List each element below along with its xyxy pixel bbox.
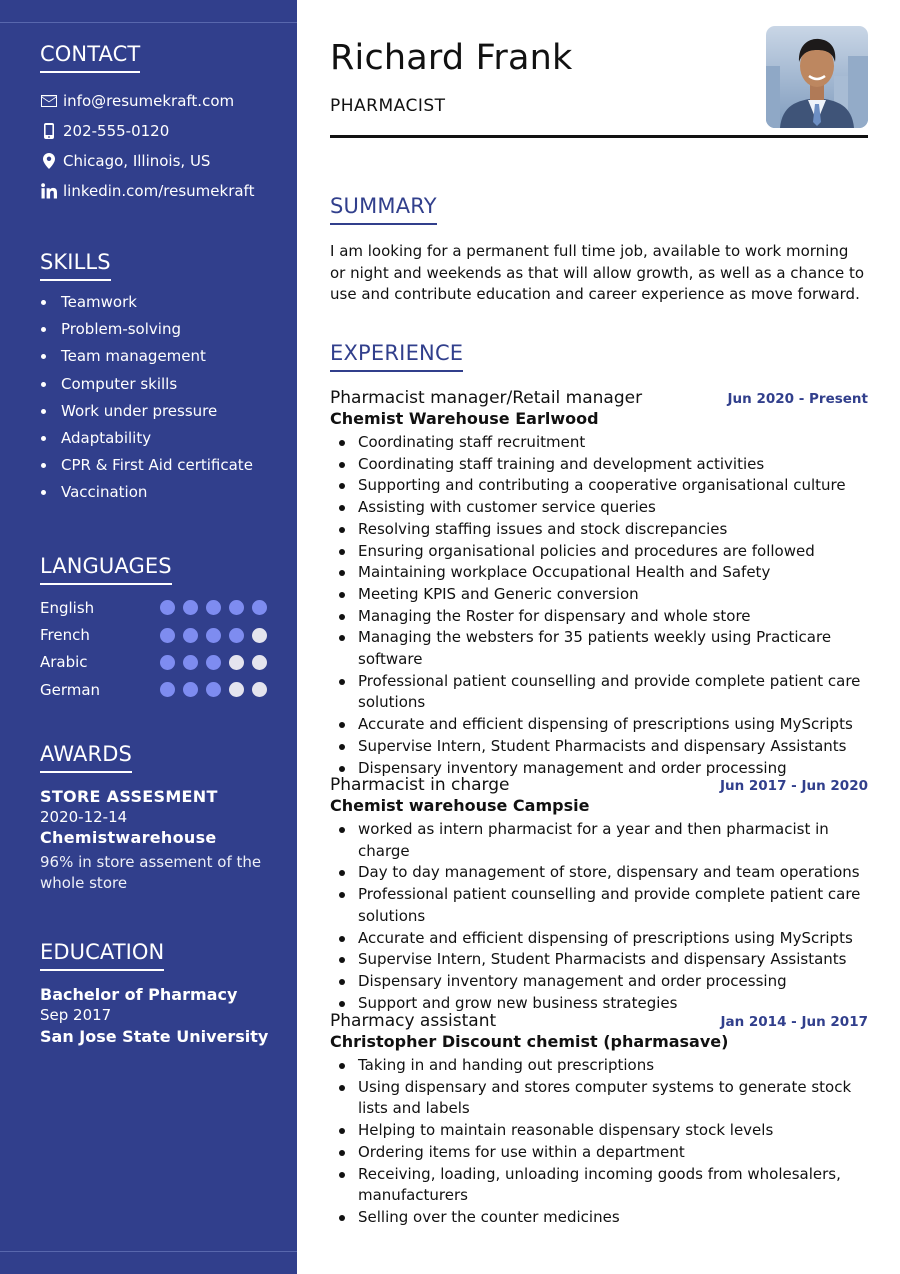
skills-list [40,291,280,509]
job-bullet [330,862,868,884]
level-dot-filled [206,655,221,670]
language-name: French [40,626,90,645]
job-bullet [330,454,868,476]
bullet-dot [41,327,46,332]
skill-label: Adaptability [61,428,152,447]
job-bullet-text: Taking in and handing out prescriptions [358,1056,655,1074]
contact-heading: CONTACT [40,42,140,73]
skill-item [40,373,280,400]
job-bullet-text: Support and grow new business strategies [358,993,678,1012]
job-bullet-text: Day to day management of store, dispensary and team operations [358,863,860,882]
bullet-dot [41,354,46,359]
level-dot-empty [229,655,244,670]
bullet-dot [339,1215,345,1221]
skill-label: Problem-solving [61,320,181,339]
education-date: Sep 2017 [40,1006,112,1024]
education-section [40,940,280,1047]
job-bullet [330,1207,868,1229]
language-level-dots [160,655,267,670]
bullet-dot [41,463,46,468]
job-title: Pharmacist manager/Retail manager [330,388,643,408]
contact-phone-text: 202-555-0120 [63,122,170,140]
job-title: Pharmacy assistant [330,1011,497,1031]
bullet-dot [339,1150,345,1156]
job-bullet [330,1142,868,1164]
bullet-dot [339,592,345,598]
bullet-dot [41,490,46,495]
bullet-dot [339,957,345,963]
education-school: San Jose State University [40,1027,269,1046]
job-bullet [330,584,868,606]
sidebar-top-divider [0,22,297,23]
job-bullet-text: Accurate and efficient dispensing of prescriptions using MyScripts [358,715,853,734]
job-bullet-text: Managing the Roster for dispensary and whole store [358,606,751,625]
skill-item [40,481,280,508]
job-bullet-text: Professional patient counselling and provide complete patient care solutions [358,671,861,712]
job-bullet-text: Ensuring organisational policies and procedures are followed [358,541,815,560]
bullet-dot [339,462,345,468]
job-bullet-text: Dispensary inventory management and order processing [358,758,787,777]
job-3 [330,1011,868,1229]
job-bullet-text: Ordering items for use within a department [358,1142,685,1161]
job-bullet-text: Professional patient counselling and provide complete patient care solutions [358,885,861,925]
bullet-dot [339,1001,345,1007]
skill-item [40,291,280,318]
bullet-dot [339,936,345,942]
language-row [40,676,280,703]
skill-label: Team management [61,347,206,366]
bullet-dot [41,436,46,441]
bullet-dot [339,1063,345,1069]
bullet-dot [339,1128,345,1134]
bullet-dot [41,409,46,414]
language-row [40,649,280,676]
level-dot-filled [160,600,175,615]
job-bullet [330,562,868,584]
job-dates: Jan 2014 - Jun 2017 [720,1014,868,1030]
award-issuer: Chemistwarehouse [40,828,217,847]
skill-item [40,400,280,427]
bullet-dot [339,979,345,985]
bullet-dot [339,870,345,876]
job-bullet-text: Using dispensary and stores computer systems to generate stock lists and labels [358,1077,852,1118]
bullet-dot [339,827,345,833]
job-bullet-text: Assisting with customer service queries [358,498,656,517]
job-bullet [330,736,868,758]
contact-list [40,86,280,206]
education-degree: Bachelor of Pharmacy [40,985,238,1004]
skill-item [40,427,280,454]
bullet-dot [339,635,345,641]
linkedin-icon [40,183,57,200]
level-dot-filled [183,600,198,615]
job-bullet [330,519,868,541]
job-bullet [330,1120,868,1142]
bullet-dot [339,570,345,576]
bullet-dot [339,744,345,750]
bullet-dot [339,1085,345,1091]
envelope-icon [40,93,57,110]
language-level-dots [160,600,267,615]
contact-linkedin-text: linkedin.com/resumekraft [63,182,255,200]
job-dates: Jun 2017 - Jun 2020 [719,778,868,794]
job-bullet [330,714,868,736]
job-bullet [330,1055,868,1077]
bullet-dot [339,679,345,685]
bullet-dot [41,300,46,305]
job-company: Christopher Discount chemist (pharmasave) [330,1032,729,1051]
experience-heading: EXPERIENCE [330,341,463,372]
language-name: English [40,598,95,617]
job-bullet [330,819,868,862]
skill-item [40,454,280,481]
contact-location [40,146,280,176]
language-name: Arabic [40,653,88,672]
job-bullet [330,884,868,927]
summary-heading: SUMMARY [330,194,437,225]
job-bullet-text: Coordinating staff training and development activities [358,454,765,473]
profile-photo [766,26,868,128]
level-dot-filled [206,628,221,643]
level-dot-filled [206,682,221,697]
award-title: STORE ASSESMENT [40,787,218,806]
language-level-dots [160,628,267,643]
bullet-dot [339,505,345,511]
job-bullet-text: Resolving staffing issues and stock discrepancies [358,519,728,538]
job-bullet [330,971,868,993]
bullet-dot [339,722,345,728]
sidebar-bottom-divider [0,1251,297,1252]
level-dot-empty [229,682,244,697]
language-level-dots [160,682,267,697]
languages-list [40,594,280,704]
job-bullet-text: Selling over the counter medicines [358,1207,620,1226]
job-bullet [330,541,868,563]
level-dot-filled [160,682,175,697]
awards-section [40,742,280,894]
education-heading: EDUCATION [40,940,164,971]
level-dot-filled [160,655,175,670]
job-bullets [330,819,868,1014]
skills-heading: SKILLS [40,250,111,281]
bullet-dot [339,549,345,555]
job-bullet-text: Managing the websters for 35 patients weekly using Practicare software [358,628,832,669]
job-bullet-text: Accurate and efficient dispensing of prescriptions using MyScripts [358,928,853,947]
job-bullet [330,606,868,628]
bullet-dot [41,382,46,387]
contact-email[interactable] [40,86,280,116]
level-dot-empty [252,628,267,643]
job-bullets [330,1055,868,1229]
contact-email-text: info@resumekraft.com [63,92,235,110]
job-bullet [330,497,868,519]
bullet-dot [339,440,345,446]
job-bullet [330,671,868,714]
job-bullet-text: Supervise Intern, Student Pharmacists and dispensary Assistants [358,950,847,969]
level-dot-filled [229,628,244,643]
job-bullet [330,928,868,950]
job-bullet [330,475,868,497]
bullet-dot [339,1172,345,1178]
language-name: German [40,680,101,699]
job-company: Chemist Warehouse Earlwood [330,409,599,428]
job-bullet-text: Maintaining workplace Occupational Health and Safety [358,563,771,582]
skill-label: Work under pressure [61,401,218,420]
contact-location-text: Chicago, Illinois, US [63,152,211,170]
bullet-dot [339,527,345,533]
bullet-dot [339,892,345,898]
header-divider [330,135,868,138]
skill-label: Computer skills [61,374,178,393]
job-2 [330,775,868,1014]
bullet-dot [339,766,345,772]
contact-phone[interactable] [40,116,280,146]
job-bullet [330,1164,868,1207]
job-dates: Jun 2020 - Present [727,391,868,407]
contact-linkedin[interactable] [40,176,280,206]
skills-section [40,250,280,509]
level-dot-empty [252,682,267,697]
level-dot-filled [229,600,244,615]
level-dot-filled [252,600,267,615]
job-bullet-text: Meeting KPIS and Generic conversion [358,584,639,603]
job-bullet [330,432,868,454]
job-bullet-text: Supervise Intern, Student Pharmacists and dispensary Assistants [358,736,847,755]
languages-section [40,554,280,704]
job-company: Chemist warehouse Campsie [330,796,590,815]
job-bullet-text: worked as intern pharmacist for a year and then pharmacist in charge [358,820,829,860]
bullet-dot [339,614,345,620]
skill-label: Vaccination [61,483,148,502]
level-dot-filled [206,600,221,615]
phone-icon [40,123,57,140]
job-bullet [330,949,868,971]
skill-item [40,318,280,345]
job-bullet [330,627,868,670]
contact-section [40,42,280,206]
job-bullet-text: Receiving, loading, unloading incoming goods from wholesalers, manufacturers [358,1164,841,1205]
language-row [40,621,280,648]
job-bullets [330,432,868,779]
language-row [40,594,280,621]
level-dot-filled [160,628,175,643]
level-dot-filled [183,682,198,697]
sidebar [0,0,297,1274]
job-title: Pharmacist in charge [330,775,510,795]
candidate-name: Richard Frank [330,38,573,78]
job-bullet-text: Helping to maintain reasonable dispensary stock levels [358,1121,774,1140]
level-dot-empty [252,655,267,670]
level-dot-filled [183,628,198,643]
job-bullet-text: Supporting and contributing a cooperative organisational culture [358,476,846,495]
awards-heading: AWARDS [40,742,132,773]
languages-heading: LANGUAGES [40,554,172,585]
skill-label: Teamwork [61,293,137,311]
award-description: 96% in store assement of the whole store [40,853,262,892]
award-date: 2020-12-14 [40,808,128,826]
level-dot-filled [183,655,198,670]
bullet-dot [339,483,345,489]
candidate-role: PHARMACIST [330,96,446,116]
job-bullet-text: Coordinating staff recruitment [358,433,586,451]
skill-item [40,345,280,372]
job-bullet [330,1077,868,1120]
job-1 [330,388,868,779]
summary-text: I am looking for a permanent full time job, available to work morning or night and weekends as that will allow growth, as well as a chance to use and contribute education and career experience as move forward. [330,242,865,304]
skill-label: CPR & First Aid certificate [61,456,253,475]
location-pin-icon [40,153,57,170]
job-bullet-text: Dispensary inventory management and order processing [358,971,787,990]
